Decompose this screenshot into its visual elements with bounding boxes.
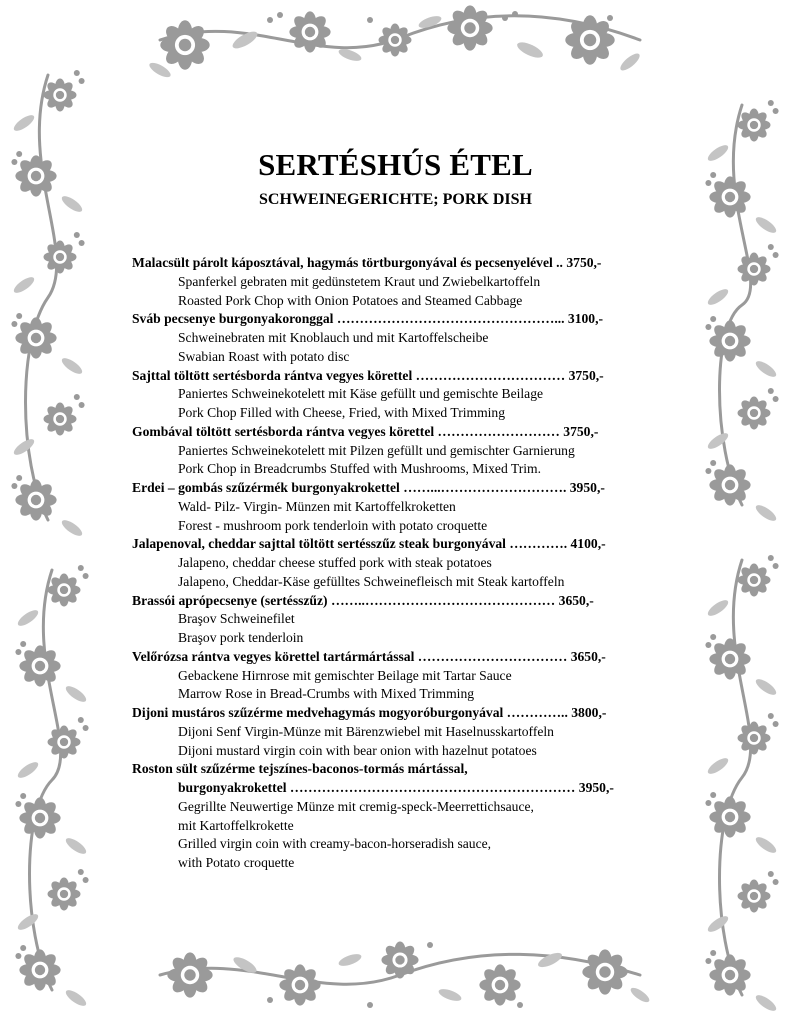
rose-icon (19, 797, 60, 838)
berry-icon (267, 997, 273, 1003)
rose-icon (279, 964, 320, 1005)
dish-name-en: Jalapeno, cheddar cheese stuffed pork with steak potatoes (178, 555, 492, 570)
berry-icon (768, 871, 774, 877)
menu-item (132, 367, 692, 423)
rose-icon (44, 79, 77, 112)
leaf-icon (231, 954, 258, 976)
berry-icon (517, 1002, 523, 1008)
dish-name-en: Grilled virgin coin with creamy-bacon-horseradish sauce, (178, 836, 492, 852)
leaf-icon (515, 39, 545, 60)
leaf-icon (536, 950, 564, 970)
leaf-icon (12, 112, 37, 133)
berry-icon (710, 316, 716, 322)
dish-name-de: Jalapeno, Cheddar-Käse gefülltes Schweinefleisch mit Steak kartoffeln (178, 573, 565, 589)
vine-icon (30, 570, 61, 990)
berry-icon (427, 942, 433, 948)
dish-name-en: Dijoni mustard virgin coin with bear onion with hazelnut potatoes (178, 742, 537, 758)
leaf-icon (706, 755, 731, 776)
menu-item (132, 535, 692, 591)
dish-name-hu: Dijoni mustáros szűzérme medvehagymás mogyoróburgonyával ………….. 3800,- (132, 705, 607, 720)
berry-icon (83, 877, 89, 883)
berry-icon (768, 388, 774, 394)
dish-name-hu: Brassói aprópecsenye (sertésszűz) ……..…………………………………… 3650,- (132, 592, 594, 608)
berry-icon (15, 801, 21, 807)
berry-icon (607, 15, 613, 21)
dish-name-de: Wald- Pilz- Virgin- Münzen mit Kartoffelkroketten (178, 498, 456, 514)
leaf-icon (60, 517, 85, 538)
dish-name-en: Roasted Pork Chop with Onion Potatoes and Steamed Cabbage (178, 292, 523, 308)
rose-icon (738, 880, 771, 913)
berry-icon (79, 402, 85, 408)
menu-item (132, 254, 692, 310)
menu-item (132, 704, 692, 760)
rose-icon (19, 645, 60, 686)
berry-icon (773, 721, 779, 727)
berry-icon (16, 313, 22, 319)
menu-item (132, 310, 692, 366)
berry-icon (773, 108, 779, 114)
leaf-icon (706, 913, 731, 934)
berry-icon (20, 793, 26, 799)
berry-icon (15, 649, 21, 655)
rose-icon (479, 964, 520, 1005)
dish-name-en: Pork Chop Filled with Cheese, Fried, with Mixed Trimming (178, 405, 506, 420)
berry-icon (773, 879, 779, 885)
dish-name-en: Pork Chop in Breadcrumbs Stuffed with Mushrooms, Mixed Trim. (178, 461, 542, 477)
leaf-icon (12, 274, 37, 295)
rose-icon (738, 253, 771, 286)
dish-name-de: Gegrillte Neuwertige Münze mit cremig-speck-Meerrettichsauce, (178, 798, 534, 814)
berry-icon (768, 100, 774, 106)
dish-name-hu: Sajttal töltött sertésborda rántva vegyes körettel …………………………… 3750,- (132, 367, 604, 383)
rose-icon (289, 11, 330, 52)
berry-icon (83, 573, 89, 579)
berry-icon (78, 565, 84, 571)
berry-icon (512, 11, 518, 17)
dish-name-de: Paniertes Schweinekotelett mit Pilzen gefüllt und gemischter Garnierung (178, 442, 575, 458)
leaf-icon (337, 952, 363, 969)
rose-icon (709, 796, 750, 837)
berry-icon (710, 460, 716, 466)
rose-icon (738, 564, 771, 597)
leaf-icon (754, 676, 779, 697)
rose-icon (167, 952, 212, 997)
rose-icon (44, 241, 77, 274)
leaf-icon (16, 607, 41, 628)
berry-icon (20, 641, 26, 647)
menu-list (132, 254, 692, 873)
leaf-icon (629, 985, 652, 1004)
rose-icon (48, 574, 81, 607)
dish-name-hu: Sváb pecsenye burgonyakoronggal …………………………………………... 3100,- (132, 311, 604, 327)
berry-icon (768, 713, 774, 719)
rose-icon (738, 722, 771, 755)
dish-name-de: Paniertes Schweinekotelett mit Käse gefüllt und gemischte Beilage (178, 386, 544, 402)
menu-item (132, 760, 692, 873)
dish-name-de: Schweinebraten mit Knoblauch und mit Kartoffelscheibe (178, 330, 489, 345)
rose-icon (709, 464, 750, 505)
berry-icon (367, 1002, 373, 1008)
berry-icon (74, 232, 80, 238)
berry-icon (705, 642, 711, 648)
leaf-icon (16, 911, 41, 932)
rose-icon (379, 24, 412, 57)
rose-icon (48, 878, 81, 911)
leaf-icon (754, 358, 779, 379)
rose-icon (709, 638, 750, 679)
rose-icon (48, 726, 81, 759)
leaf-icon (60, 355, 85, 376)
rose-icon (381, 941, 418, 978)
dish-name-hu: Erdei – gombás szűzérmék burgonyakrokettel ……...………………………. 3950,- (132, 480, 605, 495)
menu-item (132, 479, 692, 535)
dish-name-en-continued: with Potato croquette (178, 855, 295, 870)
leaf-icon (64, 835, 89, 856)
rose-icon (160, 20, 209, 69)
vine-icon (720, 560, 751, 995)
berry-icon (367, 17, 373, 23)
berry-icon (78, 869, 84, 875)
vine-icon (26, 75, 57, 520)
dish-name-hu: Jalapenoval, cheddar sajttal töltött sertésszűz steak burgonyával …………. 4100,- (132, 536, 606, 552)
rose-icon (709, 320, 750, 361)
berry-icon (773, 252, 779, 258)
rose-icon (738, 109, 771, 142)
leaf-icon (16, 759, 41, 780)
leaf-icon (706, 597, 731, 618)
berry-icon (267, 17, 273, 23)
berry-icon (16, 475, 22, 481)
berry-icon (15, 953, 21, 959)
dish-name-en: Braşov pork tenderloin (178, 630, 304, 645)
dish-name-de: Spanferkel gebraten mit gedünstetem Kraut und Zwiebelkartoffeln (178, 273, 541, 289)
berry-icon (83, 725, 89, 731)
leaf-icon (706, 286, 731, 307)
rose-icon (447, 5, 492, 50)
dish-name-en: Swabian Roast with potato disc (178, 348, 350, 364)
leaf-icon (64, 987, 89, 1008)
berry-icon (79, 240, 85, 246)
leaf-icon (64, 683, 89, 704)
dish-name-de: Dijoni Senf Virgin-Münze mit Bärenzwiebel mit Haselnusskartoffeln (178, 723, 554, 739)
leaf-icon (754, 834, 779, 855)
dish-name-hu: Roston sült szűzérme tejszínes-baconos-tormás mártással, (132, 761, 468, 777)
berry-icon (773, 563, 779, 569)
dish-name-en: Forest - mushroom pork tenderloin with potato croquette (178, 517, 488, 533)
berry-icon (74, 394, 80, 400)
rose-icon (15, 479, 56, 520)
dish-name-hu: Gombával töltött sertésborda rántva vegyes körettel ……………………… 3750,- (132, 423, 599, 439)
rose-icon (709, 954, 750, 995)
berry-icon (773, 396, 779, 402)
leaf-icon (754, 502, 779, 523)
berry-icon (11, 321, 17, 327)
rose-icon (738, 397, 771, 430)
leaf-icon (706, 430, 731, 451)
berry-icon (705, 800, 711, 806)
leaf-icon (754, 214, 779, 235)
berry-icon (79, 78, 85, 84)
dish-name-en: Marrow Rose in Bread-Crumbs with Mixed Trimming (178, 686, 475, 702)
dish-name-hu: Velőrózsa rántva vegyes körettel tartármártással …………………………… 3650,- (132, 648, 606, 664)
berry-icon (705, 958, 711, 964)
leaf-icon (618, 51, 642, 73)
berry-icon (705, 324, 711, 330)
rose-icon (15, 317, 56, 358)
menu-item (132, 592, 692, 648)
berry-icon (705, 468, 711, 474)
rose-icon (44, 403, 77, 436)
leaf-icon (12, 436, 37, 457)
berry-icon (20, 945, 26, 951)
berry-icon (710, 792, 716, 798)
dish-name-de: Braşov Schweinefilet (178, 611, 295, 627)
berry-icon (78, 717, 84, 723)
menu-item (132, 648, 692, 704)
dish-name-hu-continued: burgonyakrokettel ……………………………………………………… 3950,- (178, 780, 614, 795)
berry-icon (710, 950, 716, 956)
dish-name-de-continued: mit Kartoffelkrokette (178, 817, 294, 833)
berry-icon (502, 15, 508, 21)
rose-icon (582, 949, 627, 994)
menu-item (132, 423, 692, 479)
dish-name-hu: Malacsült párolt káposztával, hagymás törtburgonyával és pecsenyelével .. 3750,- (132, 255, 602, 270)
leaf-icon (754, 992, 779, 1013)
page-subtitle: SCHWEINEGERICHTE; PORK DISH (259, 191, 532, 208)
page-title: SERTÉSHÚS ÉTEL (258, 147, 533, 182)
leaf-icon (437, 987, 463, 1004)
dish-name-de: Gebackene Hirnrose mit gemischter Beilage mit Tartar Sauce (178, 667, 512, 683)
berry-icon (74, 70, 80, 76)
rose-icon (19, 949, 60, 990)
rose-icon (565, 15, 614, 64)
berry-icon (768, 555, 774, 561)
berry-icon (768, 244, 774, 250)
berry-icon (710, 634, 716, 640)
berry-icon (277, 12, 283, 18)
berry-icon (11, 483, 17, 489)
